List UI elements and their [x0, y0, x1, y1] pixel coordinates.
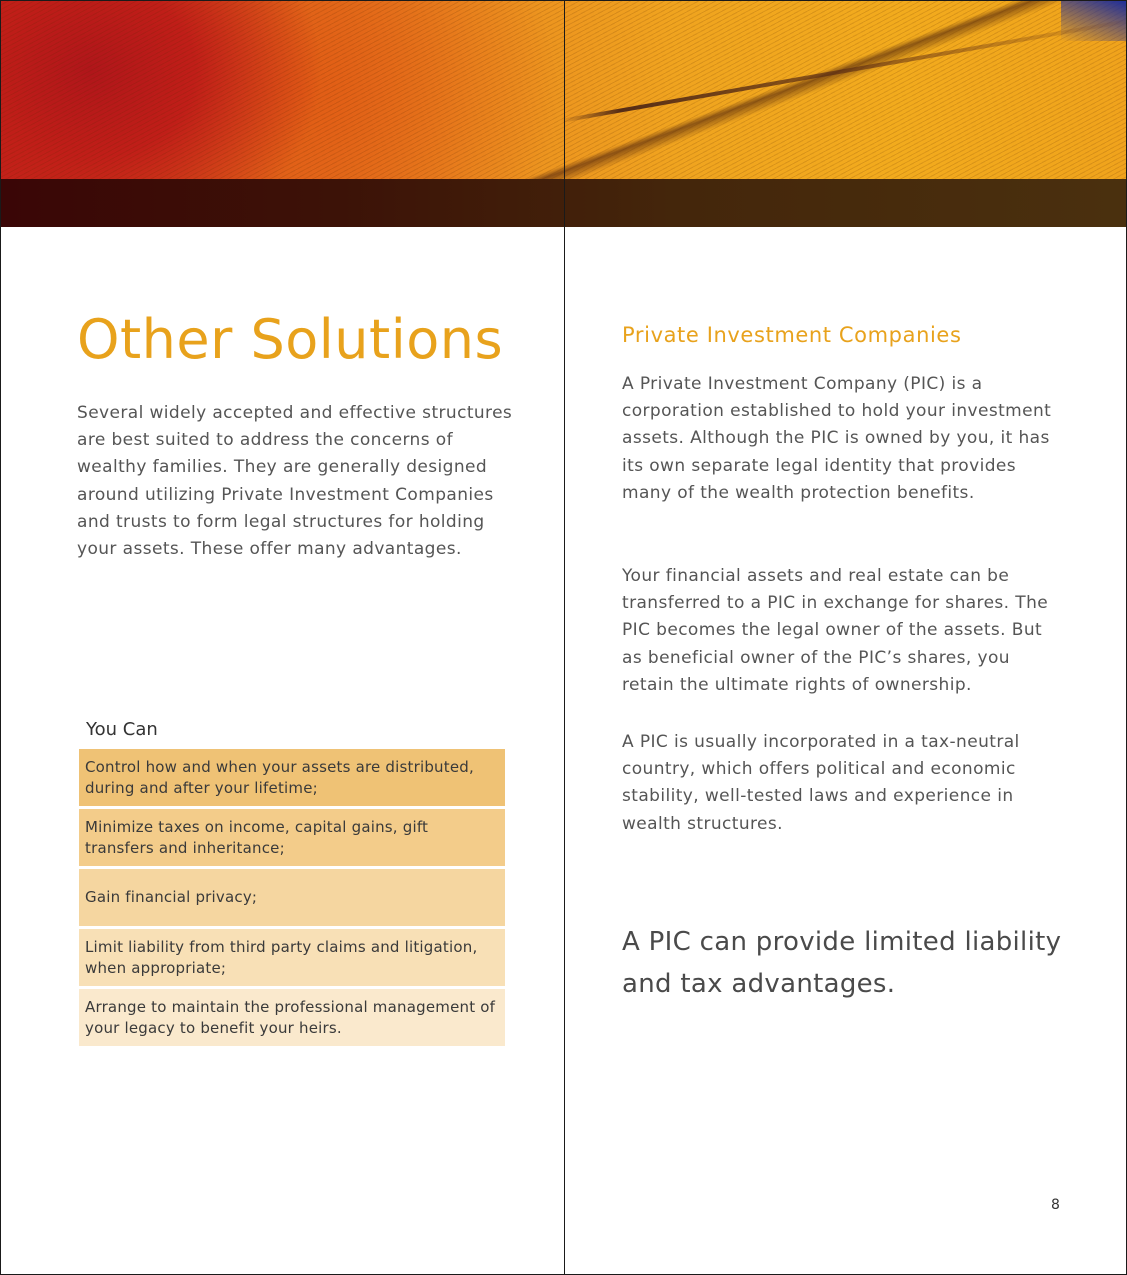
page-fold-divider	[564, 1, 565, 1274]
you-can-item: Minimize taxes on income, capital gains, gift transfers and inheritance;	[79, 809, 505, 866]
pull-quote: A PIC can provide limited liability and tax advantages.	[622, 927, 1062, 999]
body-paragraph: Your financial assets and real estate can be transferred to a PIC in exchange for shares. The PIC becomes the legal owner of the assets. But as beneficial owner of the PIC’s shares, you retain the ultimate rights of ownership.	[622, 566, 1049, 695]
section-heading: Private Investment Companies	[622, 323, 962, 347]
you-can-heading: You Can	[86, 719, 158, 740]
intro-paragraph: Several widely accepted and effective structures are best suited to address the concerns of wealthy families. They are generally designed around utilizing Private Investment Companies and trusts to form legal structures for holding your assets. These offer many advantages.	[77, 403, 513, 560]
page-number: 8	[1051, 1197, 1060, 1213]
you-can-list	[79, 749, 505, 1049]
page-title: Other Solutions	[77, 308, 504, 371]
body-paragraph: A PIC is usually incorporated in a tax-neutral country, which offers political and economic stability, well-tested laws and experience in wealth structures.	[622, 732, 1020, 834]
feather-shaft	[561, 15, 1126, 123]
you-can-item: Limit liability from third party claims and litigation, when appropriate;	[79, 929, 505, 986]
body-paragraph: A Private Investment Company (PIC) is a corporation established to hold your investment assets. Although the PIC is owned by you, it has its own separate legal identity that provides many of the wealth protection benefits.	[622, 374, 1052, 503]
you-can-item: Gain financial privacy;	[79, 869, 505, 926]
you-can-item: Control how and when your assets are distributed, during and after your lifetime;	[79, 749, 505, 806]
you-can-item: Arrange to maintain the professional management of your legacy to benefit your heirs.	[79, 989, 505, 1046]
